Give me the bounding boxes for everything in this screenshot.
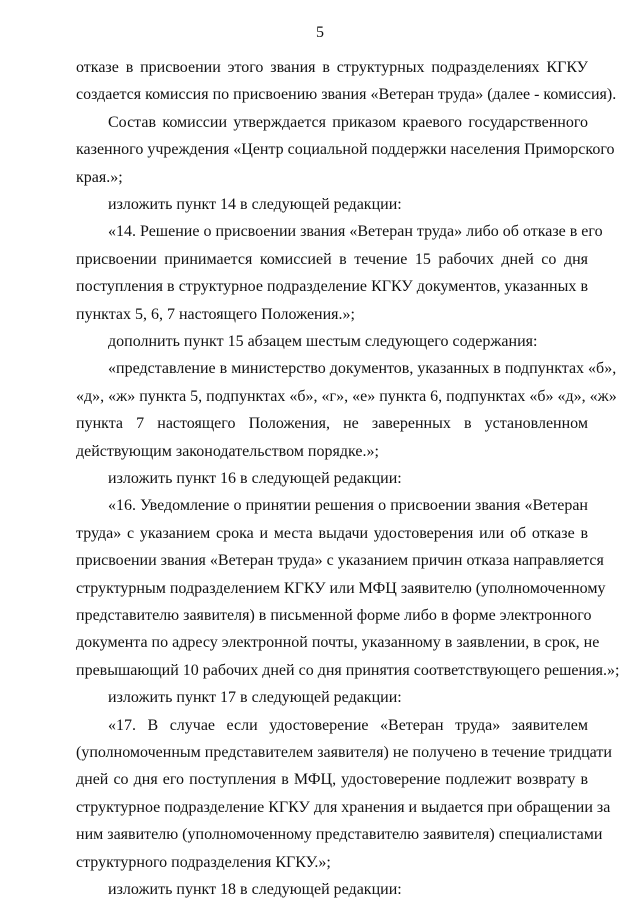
text-line: труда» с указанием срока и места выдачи удостоверения или об отказе в [76,525,588,542]
text-line: «д», «ж» пункта 5, подпунктах «б», «г», «е» пункта 6, подпунктах «б» «д», «ж» [76,388,617,405]
text-line: структурным подразделением КГКУ или МФЦ заявителю (уполномоченному [76,580,606,597]
text-line: «16. Уведомление о принятии решения о присвоении звания «Ветеран [108,497,588,514]
text-line: Состав комиссии утверждается приказом краевого государственного [108,114,588,131]
text-line: казенного учреждения «Центр социальной поддержки населения Приморского [76,141,615,158]
text-line: дней со дня его поступления в МФЦ, удостоверение подлежит возврату в [76,771,588,788]
text-line: представителю заявителя) в письменной форме либо в форме электронного [76,607,592,624]
text-line: «представление в министерство документов, указанных в подпунктах «б», [108,360,617,377]
text-line: (уполномоченным представителем заявителя) не получено в течение тридцати [76,744,612,761]
text-line: «17. В случае если удостоверение «Ветеран труда» заявителем [108,717,588,734]
text-line: присвоении звания «Ветеран труда» с указанием причин отказа направляется [76,552,604,569]
text-line: дополнить пункт 15 абзацем шестым следующего содержания: [108,333,538,350]
text-line: изложить пункт 14 в следующей редакции: [108,196,402,213]
text-line: изложить пункт 16 в следующей редакции: [108,470,402,487]
text-line: пунктах 5, 6, 7 настоящего Положения.»; [76,306,355,323]
text-line: структурного подразделения КГКУ.»; [76,854,331,871]
text-line: изложить пункт 17 в следующей редакции: [108,689,402,706]
text-line: отказе в присвоении этого звания в структурных подразделениях КГКУ [76,59,588,76]
text-line: ним заявителю (уполномоченному представителю заявителя) специалистами [76,826,603,843]
text-line: действующим законодательством порядке.»; [76,443,379,460]
text-line: превышающий 10 рабочих дней со дня принятия соответствующего решения.»; [76,662,620,679]
page-number: 5 [316,24,324,41]
text-line: пункта 7 настоящего Положения, не заверенных в установленном [76,415,588,432]
text-line: «14. Решение о присвоении звания «Ветеран труда» либо об отказе в его [108,223,603,240]
text-line: края.»; [76,169,123,186]
text-line: структурное подразделение КГКУ для хранения и выдается при обращении за [76,799,611,816]
text-line: изложить пункт 18 в следующей редакции: [108,881,402,898]
text-line: поступления в структурное подразделение КГКУ документов, указанных в [76,278,588,295]
text-line: создается комиссия по присвоению звания «Ветеран труда» (далее - комиссия). [76,86,617,103]
text-line: документа по адресу электронной почты, указанному в заявлении, в срок, не [76,634,600,651]
text-line: присвоении принимается комиссией в течение 15 рабочих дней со дня [76,251,588,268]
